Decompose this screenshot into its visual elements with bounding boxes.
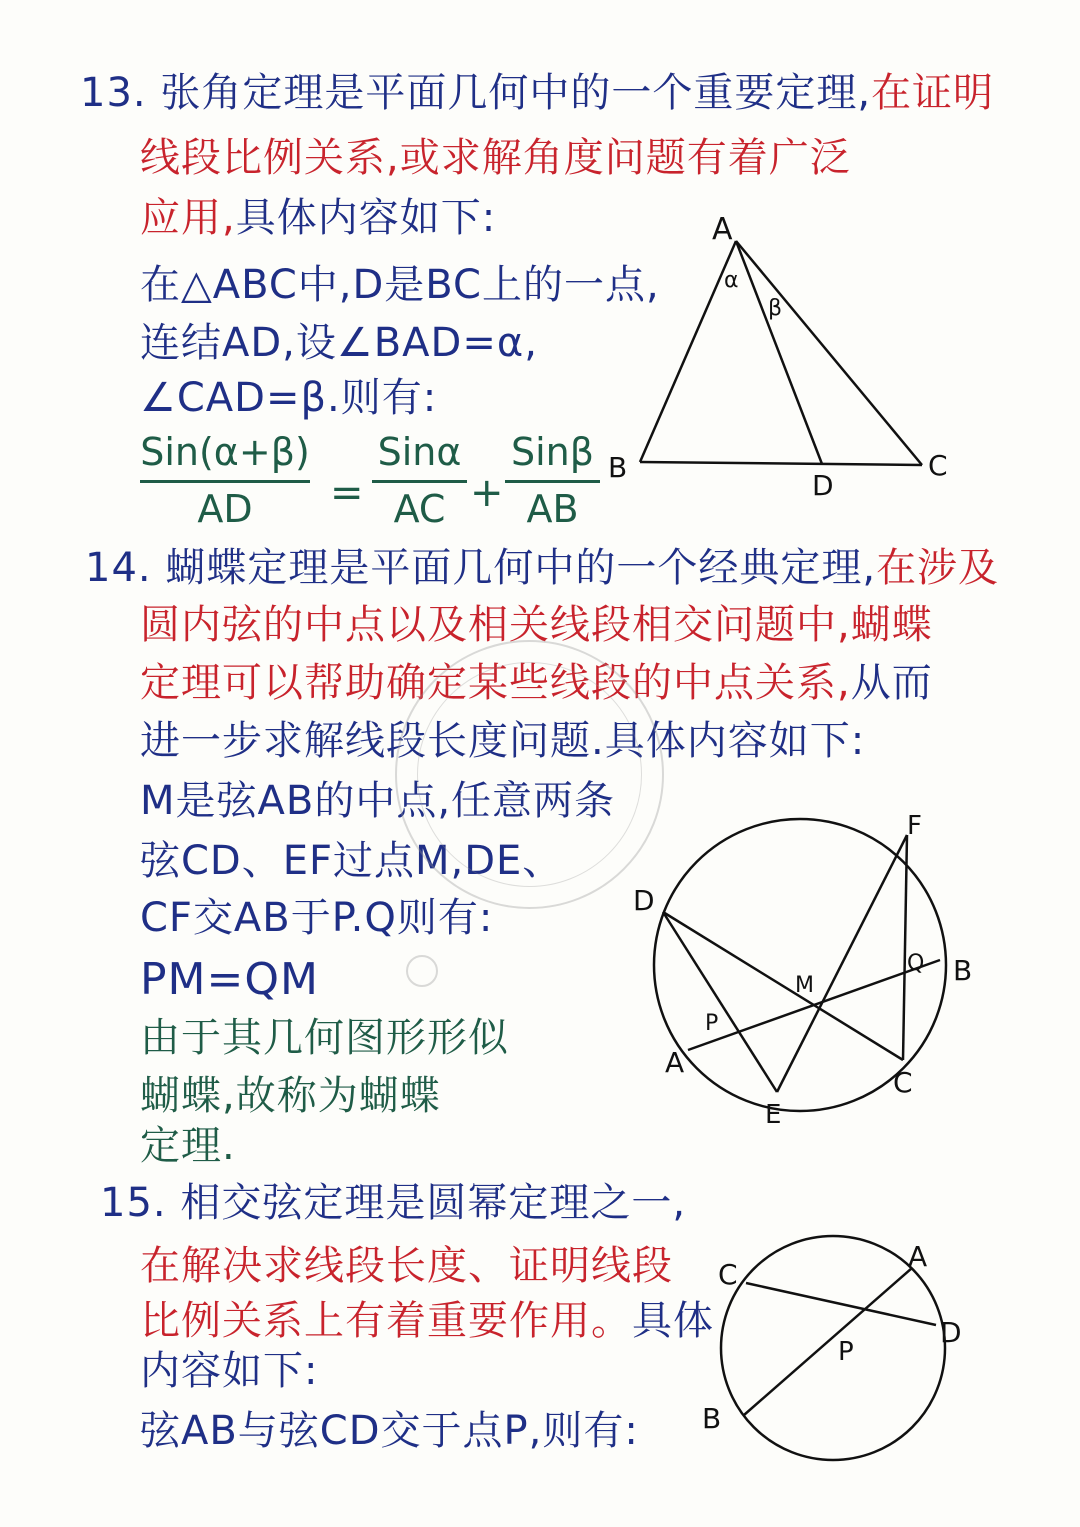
label-c: C (718, 1258, 738, 1291)
section-15-line-1 (100, 1180, 686, 1226)
label-d: D (940, 1316, 962, 1349)
label-b: B (702, 1402, 722, 1435)
section-13-number: 13. (80, 70, 147, 116)
formula-term-2-denominator: AB (526, 486, 579, 531)
label-a: A (712, 212, 733, 247)
label-p: P (705, 1011, 719, 1036)
formula-term-1-denominator: AC (393, 486, 446, 531)
section-14-intro: 蝴蝶定理是平面几何中的一个经典定理, (165, 545, 877, 591)
triangle-figure (600, 205, 970, 510)
chord-cd (746, 1283, 936, 1325)
section-15-line-3-red: 比例关系上有着重要作用。 (140, 1298, 632, 1344)
label-b: B (608, 451, 628, 484)
side-ac (736, 241, 922, 465)
section-15-intro: 相交弦定理是圆幂定理之一, (180, 1180, 687, 1226)
label-c: C (893, 1066, 913, 1099)
section-14-line-6: 弦CD、EF过点M,DE、 (140, 838, 564, 884)
butterfly-figure (625, 800, 990, 1130)
section-15-line-5: 弦AB与弦CD交于点P,则有: (140, 1408, 639, 1454)
watermark-stamp-inner-ring (417, 662, 642, 887)
segment-ad (736, 241, 822, 464)
label-b: B (953, 954, 973, 987)
section-14-line-5: M是弦AB的中点,任意两条 (140, 778, 616, 824)
section-14-line-7: CF交AB于P.Q则有: (140, 895, 494, 941)
formula-lhs-numerator: Sin(α+β) (140, 430, 310, 474)
formula-term-1-numerator: Sinα (377, 430, 462, 474)
section-15-line-3-blue: 具体 (632, 1298, 714, 1344)
section-14-line-3-blue: 从而 (850, 660, 933, 706)
formula-lhs-bar (140, 480, 310, 483)
formula-plus: + (470, 470, 504, 516)
intersecting-chords-figure (700, 1230, 990, 1470)
section-14-line-4: 进一步求解线段长度问题.具体内容如下: (140, 718, 866, 764)
section-15-line-3 (140, 1298, 714, 1344)
label-p: P (838, 1337, 854, 1367)
label-d: D (633, 884, 655, 917)
label-beta: β (768, 296, 783, 321)
section-15-line-2: 在解决求线段长度、证明线段 (140, 1243, 673, 1289)
label-q: Q (907, 951, 925, 976)
watermark-dot (406, 955, 438, 987)
section-13-line-4: 在△ABC中,D是BC上的一点, (140, 262, 660, 308)
chord-ab (744, 1268, 912, 1415)
section-13-line-3-blue: 具体内容如下: (235, 195, 497, 241)
section-14-line-9: 由于其几何图形形似 (140, 1015, 509, 1061)
section-13-line-2: 线段比例关系,或求解角度问题有着广泛 (140, 135, 851, 181)
section-15-number: 15. (100, 1180, 167, 1226)
section-13-line-1 (80, 70, 994, 116)
section-15-line-4: 内容如下: (140, 1348, 319, 1394)
section-14-line-11: 定理. (140, 1123, 236, 1169)
label-a: A (665, 1046, 685, 1079)
label-c: C (928, 449, 948, 482)
formula-term-2-bar (505, 480, 600, 483)
formula-lhs-denominator: AD (197, 486, 253, 531)
section-14-line-8: PM=QM (140, 954, 319, 1005)
label-m: M (795, 973, 814, 998)
watermark-stamp (395, 640, 664, 909)
section-14-intro-red: 在涉及 (876, 545, 1000, 591)
label-e: E (765, 1100, 782, 1130)
section-13-line-3 (140, 195, 496, 241)
section-13-intro: 张角定理是平面几何中的一个重要定理, (160, 70, 872, 116)
formula-term-1 (372, 430, 467, 532)
label-f: F (907, 811, 922, 841)
section-13-line-6: ∠CAD=β.则有: (140, 375, 438, 421)
formula-lhs (140, 430, 310, 532)
formula-term-1-bar (372, 480, 467, 483)
segment-cf (903, 835, 907, 1060)
side-ab (640, 241, 736, 462)
label-d: D (812, 469, 834, 502)
section-13-intro-red: 在证明 (871, 70, 995, 116)
section-14-line-10: 蝴蝶,故称为蝴蝶 (140, 1073, 441, 1119)
formula-term-2-numerator: Sinβ (510, 430, 594, 474)
label-a: A (908, 1240, 928, 1273)
side-bc (640, 462, 922, 465)
formula-term-2 (505, 430, 600, 532)
section-14-line-2: 圆内弦的中点以及相关线段相交问题中,蝴蝶 (140, 602, 933, 648)
chord-fe (777, 835, 907, 1092)
section-14-line-1 (85, 545, 999, 591)
section-13-line-5: 连结AD,设∠BAD=α, (140, 320, 538, 366)
label-alpha: α (724, 268, 739, 293)
section-13-line-3-red: 应用, (140, 195, 236, 241)
section-14-number: 14. (85, 545, 152, 591)
formula-equals: = (330, 470, 364, 516)
section-14-line-3-red: 定理可以帮助确定某些线段的中点关系, (140, 660, 851, 706)
